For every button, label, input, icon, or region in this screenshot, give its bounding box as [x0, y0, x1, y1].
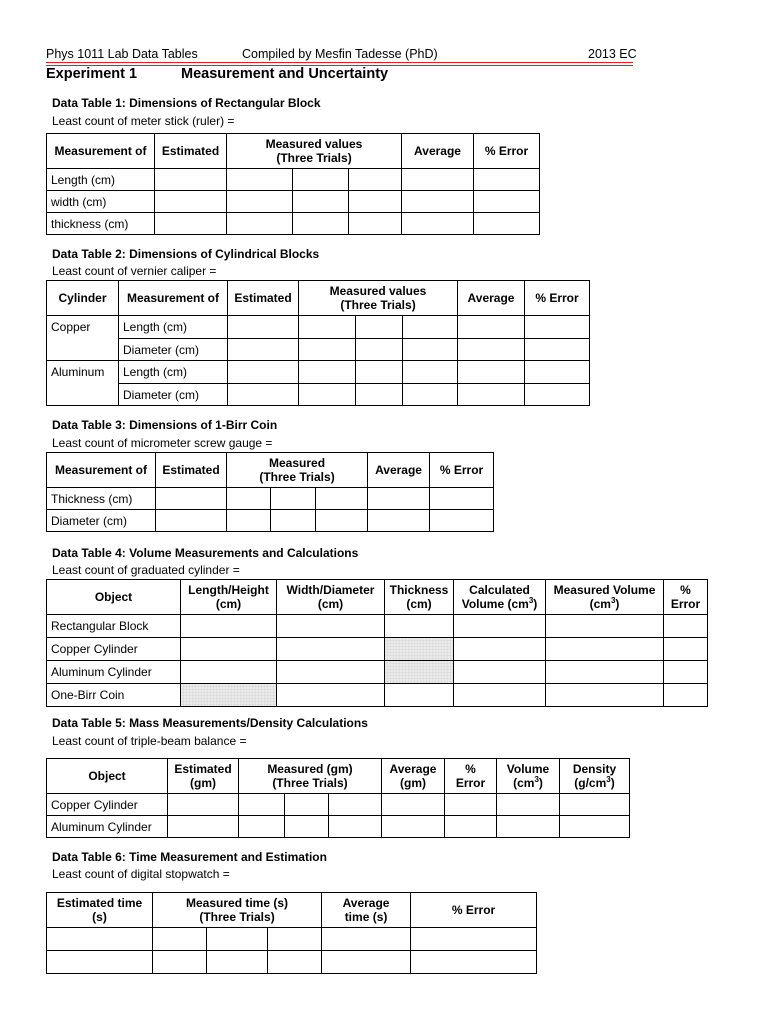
row-label: Diameter (cm) — [119, 339, 228, 361]
table5-title: Data Table 5: Mass Measurements/Density Calculations — [52, 716, 368, 730]
table3-least-count: Least count of micrometer screw gauge = — [52, 436, 273, 450]
table-cell[interactable] — [181, 661, 277, 684]
table5-header-average: Average (gm) — [382, 759, 445, 794]
table-cell[interactable] — [356, 361, 403, 384]
table-cell[interactable] — [445, 794, 497, 816]
table-cell[interactable] — [271, 510, 316, 532]
table-cell[interactable] — [664, 638, 708, 661]
table-cell[interactable] — [454, 661, 546, 684]
table5-header-error: % Error — [445, 759, 497, 794]
table-cell[interactable] — [155, 169, 227, 191]
table-cell[interactable] — [349, 191, 402, 213]
table-cell[interactable] — [385, 615, 454, 638]
table-cell[interactable] — [153, 928, 207, 951]
row-label: Aluminum Cylinder — [47, 816, 168, 838]
table4-header-measured-volume: Measured Volume $(cm^3)$ — [546, 580, 664, 615]
table-cell[interactable] — [155, 191, 227, 213]
table-cell[interactable] — [277, 615, 385, 638]
table-cell[interactable] — [316, 488, 368, 510]
table-row — [47, 339, 590, 361]
table3-title: Data Table 3: Dimensions of 1-Birr Coin — [52, 418, 278, 432]
table4-header-object: Object — [47, 580, 181, 615]
table-cell[interactable] — [403, 339, 458, 361]
table-cell[interactable] — [474, 191, 540, 213]
table-cell[interactable] — [664, 661, 708, 684]
table1-header-error: % Error — [474, 134, 540, 169]
table-cell[interactable] — [168, 816, 239, 838]
table-cell[interactable] — [546, 615, 664, 638]
table-cell[interactable] — [285, 794, 329, 816]
table-cell[interactable] — [293, 213, 349, 235]
table-cell[interactable] — [458, 361, 525, 384]
table6-header-error: % Error — [411, 893, 537, 928]
table-cell[interactable] — [293, 169, 349, 191]
table-row — [47, 951, 537, 974]
table-cell[interactable] — [560, 816, 630, 838]
table2-header-average: Average — [458, 281, 525, 316]
table3-header-measured: Measured (Three Trials) — [227, 453, 368, 488]
cylinder-label: Copper — [47, 316, 119, 361]
table-cell[interactable] — [411, 928, 537, 951]
table-cell[interactable] — [227, 191, 293, 213]
table-cell[interactable] — [402, 191, 474, 213]
table-cell[interactable] — [228, 384, 299, 406]
row-label: Rectangular Block — [47, 615, 181, 638]
table-cell[interactable] — [268, 951, 322, 974]
table5-header-density: Density $(g/cm^3)$ — [560, 759, 630, 794]
table2-least-count: Least count of vernier caliper = — [52, 264, 217, 278]
table-cell[interactable] — [368, 510, 430, 532]
table4-header-calculated-volume: Calculated Volume $(cm^3)$ — [454, 580, 546, 615]
table-cell[interactable] — [156, 488, 227, 510]
table-cell[interactable] — [356, 384, 403, 406]
table1 — [46, 133, 540, 235]
table-cell[interactable] — [227, 510, 271, 532]
table6-header-average: Average time (s) — [322, 893, 411, 928]
table-cell[interactable] — [385, 684, 454, 707]
table-cell[interactable] — [356, 339, 403, 361]
table6-header-measured-time: Measured time (s) (Three Trials) — [153, 893, 322, 928]
table-cell[interactable] — [299, 361, 356, 384]
table-cell[interactable] — [329, 816, 382, 838]
table-cell[interactable] — [285, 816, 329, 838]
table-cell[interactable] — [322, 928, 411, 951]
table-cell[interactable] — [356, 316, 403, 339]
table-cell[interactable] — [402, 169, 474, 191]
row-label: width (cm) — [47, 191, 155, 213]
table-cell[interactable] — [403, 361, 458, 384]
table3-header-estimated: Estimated — [156, 453, 227, 488]
table-cell[interactable] — [207, 928, 268, 951]
table-cell[interactable] — [239, 794, 285, 816]
table-cell[interactable] — [227, 169, 293, 191]
table-cell[interactable] — [227, 213, 293, 235]
table3-header-measurement-of: Measurement of — [47, 453, 156, 488]
table2-title: Data Table 2: Dimensions of Cylindrical Blocks — [52, 247, 320, 261]
table-cell[interactable] — [525, 339, 590, 361]
table-cell[interactable] — [430, 510, 494, 532]
year-header: 2013 EC — [588, 47, 637, 61]
table-cell[interactable] — [156, 510, 227, 532]
table-cell[interactable] — [181, 615, 277, 638]
table3 — [46, 452, 494, 532]
table-cell[interactable] — [228, 339, 299, 361]
table3-header-average: Average — [368, 453, 430, 488]
table5-header-object: Object — [47, 759, 168, 794]
table-cell[interactable] — [402, 213, 474, 235]
table-row — [47, 684, 708, 707]
table-row — [47, 191, 540, 213]
table-cell[interactable] — [293, 191, 349, 213]
table-cell[interactable] — [349, 213, 402, 235]
table-cell[interactable] — [458, 316, 525, 339]
table-cell[interactable] — [546, 684, 664, 707]
table2-header-estimated: Estimated — [228, 281, 299, 316]
table-cell[interactable] — [207, 951, 268, 974]
table-cell[interactable] — [228, 316, 299, 339]
table-row — [47, 615, 708, 638]
row-label: Diameter (cm) — [47, 510, 156, 532]
table-cell[interactable] — [239, 816, 285, 838]
table-cell[interactable] — [403, 384, 458, 406]
table2-header-measurement-of: Measurement of — [119, 281, 228, 316]
course-header: Phys 1011 Lab Data Tables — [46, 47, 198, 61]
table-row — [47, 361, 590, 384]
table-row — [47, 794, 630, 816]
shaded-cell — [181, 684, 277, 707]
table1-header-measurement-of: Measurement of — [47, 134, 155, 169]
table-cell[interactable] — [454, 615, 546, 638]
table-cell[interactable] — [181, 638, 277, 661]
table-cell[interactable] — [474, 169, 540, 191]
table4-header-length: Length/Height (cm) — [181, 580, 277, 615]
table-cell[interactable] — [560, 794, 630, 816]
table5-least-count: Least count of triple-beam balance = — [52, 734, 247, 748]
row-label: Aluminum Cylinder — [47, 661, 181, 684]
table4-least-count: Least count of graduated cylinder = — [52, 563, 240, 577]
table-cell[interactable] — [430, 488, 494, 510]
row-label: One-Birr Coin — [47, 684, 181, 707]
table-cell[interactable] — [664, 615, 708, 638]
compiler-header: Compiled by Mesfin Tadesse (PhD) — [242, 47, 438, 61]
table-row — [47, 169, 540, 191]
table-cell[interactable] — [277, 638, 385, 661]
table-cell[interactable] — [458, 384, 525, 406]
table-cell[interactable] — [299, 339, 356, 361]
table2-header-cylinder: Cylinder — [47, 281, 119, 316]
table-cell[interactable] — [271, 488, 316, 510]
table2-header-measured: Measured values (Three Trials) — [299, 281, 458, 316]
table-cell[interactable] — [458, 339, 525, 361]
table-cell[interactable] — [155, 213, 227, 235]
table6 — [46, 892, 537, 974]
table-cell[interactable] — [497, 794, 560, 816]
table-cell[interactable] — [546, 638, 664, 661]
table3-header-error: % Error — [430, 453, 494, 488]
table-cell[interactable] — [268, 928, 322, 951]
table-cell[interactable] — [322, 951, 411, 974]
table5-header-estimated: Estimated (gm) — [168, 759, 239, 794]
experiment-number: Experiment 1 — [46, 66, 138, 82]
table-row — [47, 384, 590, 406]
table-cell[interactable] — [546, 661, 664, 684]
table-cell[interactable] — [228, 361, 299, 384]
table-cell[interactable] — [299, 384, 356, 406]
row-label: Thickness (cm) — [47, 488, 156, 510]
table-row — [47, 928, 537, 951]
table6-header-estimated-time: Estimated time (s) — [47, 893, 153, 928]
table-cell[interactable] — [227, 488, 271, 510]
table4-header-thickness: Thickness (cm) — [385, 580, 454, 615]
shaded-cell — [385, 661, 454, 684]
row-label: Length (cm) — [47, 169, 155, 191]
table-cell[interactable] — [153, 951, 207, 974]
table6-title: Data Table 6: Time Measurement and Estimation — [52, 850, 327, 864]
table1-title: Data Table 1: Dimensions of Rectangular Block — [52, 96, 321, 110]
row-label: thickness (cm) — [47, 213, 155, 235]
row-label: Copper Cylinder — [47, 794, 168, 816]
table-cell[interactable] — [299, 316, 356, 339]
table-row — [47, 488, 494, 510]
table1-least-count: Least count of meter stick (ruler) = — [52, 114, 235, 128]
table1-header-measured: Measured values (Three Trials) — [227, 134, 402, 169]
table-cell[interactable] — [454, 684, 546, 707]
table-cell[interactable] — [382, 816, 445, 838]
table-cell[interactable] — [329, 794, 382, 816]
row-label: Length (cm) — [119, 316, 228, 339]
experiment-title: Measurement and Uncertainty — [181, 66, 389, 82]
table-cell[interactable] — [403, 316, 458, 339]
table2 — [46, 280, 590, 406]
table4-title: Data Table 4: Volume Measurements and Calculations — [52, 546, 359, 560]
table-cell[interactable] — [497, 816, 560, 838]
table-cell[interactable] — [368, 488, 430, 510]
table-cell[interactable] — [525, 361, 590, 384]
table4-header-width: Width/Diameter (cm) — [277, 580, 385, 615]
table-row — [47, 213, 540, 235]
table-cell[interactable] — [664, 684, 708, 707]
table-cell[interactable] — [47, 951, 153, 974]
table-row — [47, 661, 708, 684]
table1-header-average: Average — [402, 134, 474, 169]
shaded-cell — [385, 638, 454, 661]
table5-header-volume: Volume $(cm^3)$ — [497, 759, 560, 794]
table-cell[interactable] — [525, 316, 590, 339]
row-label: Diameter (cm) — [119, 384, 228, 406]
table-cell[interactable] — [411, 951, 537, 974]
table-cell[interactable] — [445, 816, 497, 838]
table-cell[interactable] — [454, 638, 546, 661]
table5-header-measured: Measured (gm) (Three Trials) — [239, 759, 382, 794]
table-cell[interactable] — [316, 510, 368, 532]
table1-header-estimated: Estimated — [155, 134, 227, 169]
header-rule — [46, 62, 633, 63]
table5 — [46, 758, 630, 838]
table-cell[interactable] — [474, 213, 540, 235]
table-row — [47, 816, 630, 838]
table-cell[interactable] — [168, 794, 239, 816]
table-cell[interactable] — [277, 661, 385, 684]
table-row — [47, 510, 494, 532]
table6-least-count: Least count of digital stopwatch = — [52, 867, 230, 881]
row-label: Length (cm) — [119, 361, 228, 384]
table-row — [47, 638, 708, 661]
table-cell[interactable] — [277, 684, 385, 707]
row-label: Copper Cylinder — [47, 638, 181, 661]
table-cell[interactable] — [382, 794, 445, 816]
table4 — [46, 579, 708, 707]
table-cell[interactable] — [47, 928, 153, 951]
table-cell[interactable] — [349, 169, 402, 191]
table-row — [47, 316, 590, 339]
cylinder-label: Aluminum — [47, 361, 119, 406]
table4-header-error: % Error — [664, 580, 708, 615]
table2-header-error: % Error — [525, 281, 590, 316]
table-cell[interactable] — [525, 384, 590, 406]
